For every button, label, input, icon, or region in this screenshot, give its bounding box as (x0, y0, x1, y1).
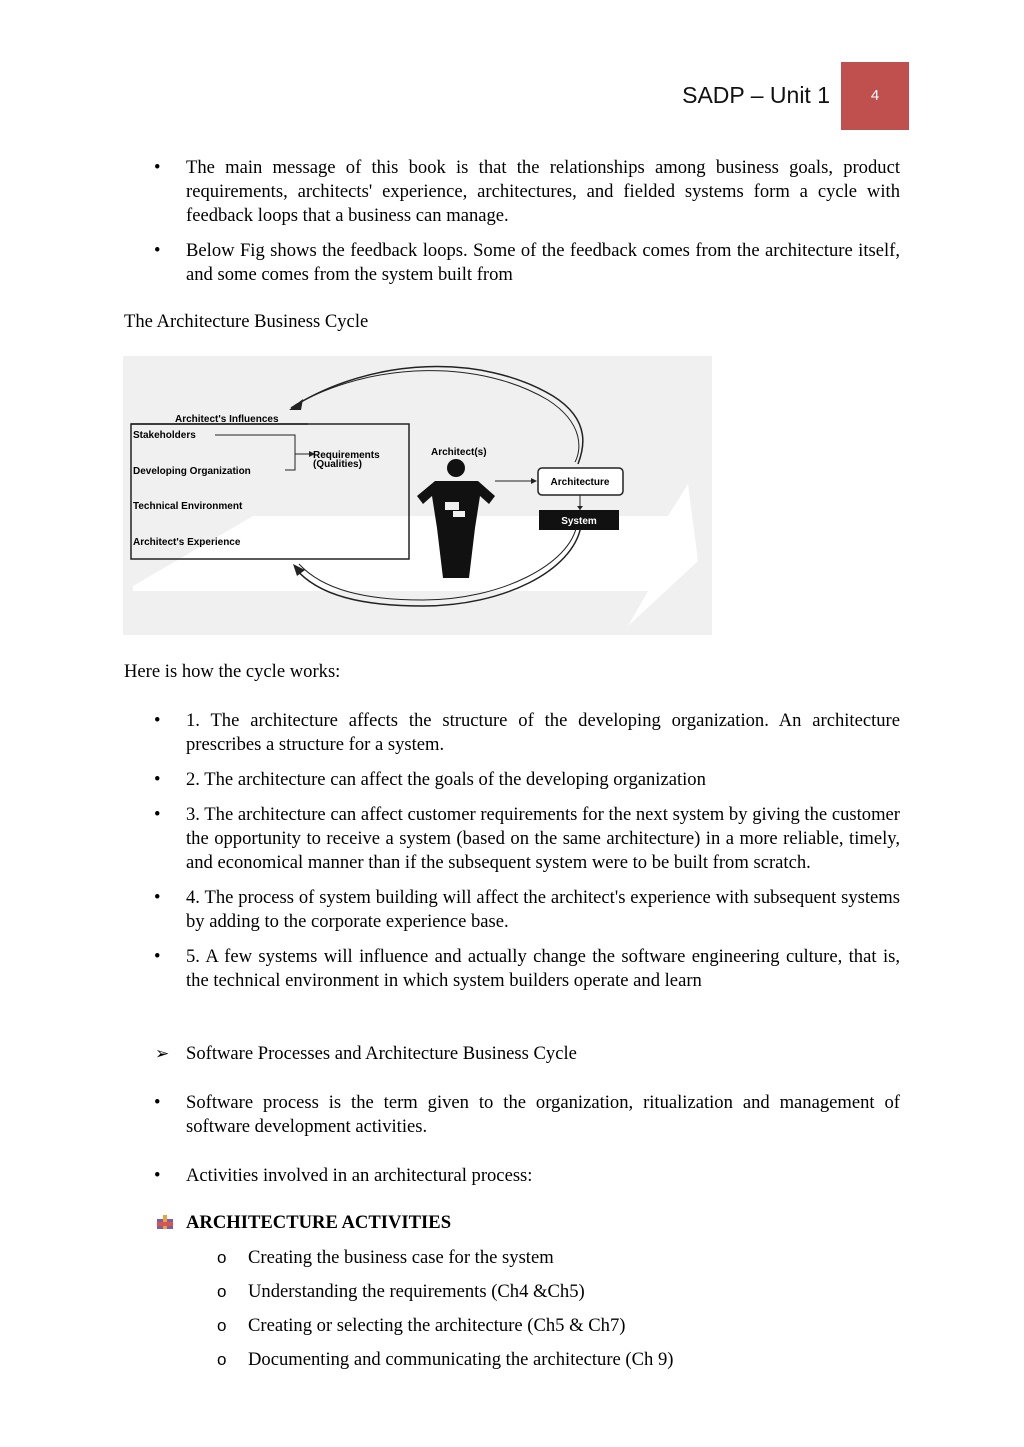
section-heading: ➢ Software Processes and Architecture Business Cycle (124, 1042, 900, 1066)
list-item: • 3. The architecture can affect customer requirements for the next system by giving the customer the opportunity to receive a system (based on the same architecture) in a more reliable, timely, and economical manner than if the subsequent system were to be built from scratch. (124, 803, 900, 875)
cycle-intro: Here is how the cycle works: (124, 661, 341, 682)
intro-bullet-list (124, 156, 900, 298)
list-item: • 4. The process of system building will affect the architect's experience with subsequent systems by adding to the corporate experience base. (124, 886, 900, 934)
requirements-label: Requirements (313, 450, 380, 461)
list-item: • Below Fig shows the feedback loops. Some of the feedback comes from the architecture itself, and some comes from the system built from (124, 239, 900, 287)
process-bullet-list-2 (124, 1164, 900, 1199)
architects-label: Architect(s) (431, 447, 487, 458)
arrowhead-icon (577, 506, 583, 510)
arrowhead-icon (531, 478, 537, 484)
activity-item: o Creating the business case for the system (124, 1246, 900, 1270)
influence-experience: Architect's Experience (133, 537, 241, 548)
cycle-diagram (123, 356, 712, 635)
activity-item: o Understanding the requirements (Ch4 &Ch5) (124, 1280, 900, 1304)
architecture-business-cycle-figure (123, 356, 712, 635)
qualities-label: (Qualities) (313, 459, 362, 470)
activity-item: o Documenting and communicating the architecture (Ch 9) (124, 1348, 900, 1372)
activity-item: o Creating or selecting the architecture (Ch5 & Ch7) (124, 1314, 900, 1338)
activities-heading-row (124, 1211, 451, 1235)
header-title: SADP – Unit 1 (682, 82, 830, 108)
list-item: • 5. A few systems will influence and actually change the software engineering culture, that is, the technical environment in which system builders operate and learn (124, 945, 900, 993)
activities-list (124, 1246, 900, 1382)
influence-developing-org: Developing Organization (133, 466, 251, 477)
list-item: • The main message of this book is that the relationships among business goals, product requirements, architects' experience, architectures, and fielded systems form a cycle with feedback loops that a business can manage. (124, 156, 900, 228)
process-bullet-list (124, 1091, 900, 1150)
influences-title: Architect's Influences (175, 414, 279, 425)
activities-heading: ARCHITECTURE ACTIVITIES (186, 1212, 452, 1233)
influence-stakeholders: Stakeholders (133, 430, 196, 441)
plus-box-icon (157, 1215, 173, 1229)
cycle-bullet-list (124, 709, 900, 1004)
system-label: System (561, 516, 597, 527)
arrowhead-icon (289, 399, 303, 410)
list-item: • 1. The architecture affects the structure of the developing organization. An architecture prescribes a structure for a system. (124, 709, 900, 757)
list-item: • 2. The architecture can affect the goals of the developing organization (124, 768, 900, 792)
page-number-badge: 4 (841, 62, 909, 130)
list-item: • Activities involved in an architectural process: (124, 1164, 900, 1188)
figure-caption: The Architecture Business Cycle (124, 311, 369, 332)
influence-tech-env: Technical Environment (133, 501, 243, 512)
architecture-label: Architecture (550, 477, 610, 488)
section-heading-list (124, 1042, 900, 1077)
list-item: • Software process is the term given to the organization, ritualization and management of software development activities. (124, 1091, 900, 1139)
